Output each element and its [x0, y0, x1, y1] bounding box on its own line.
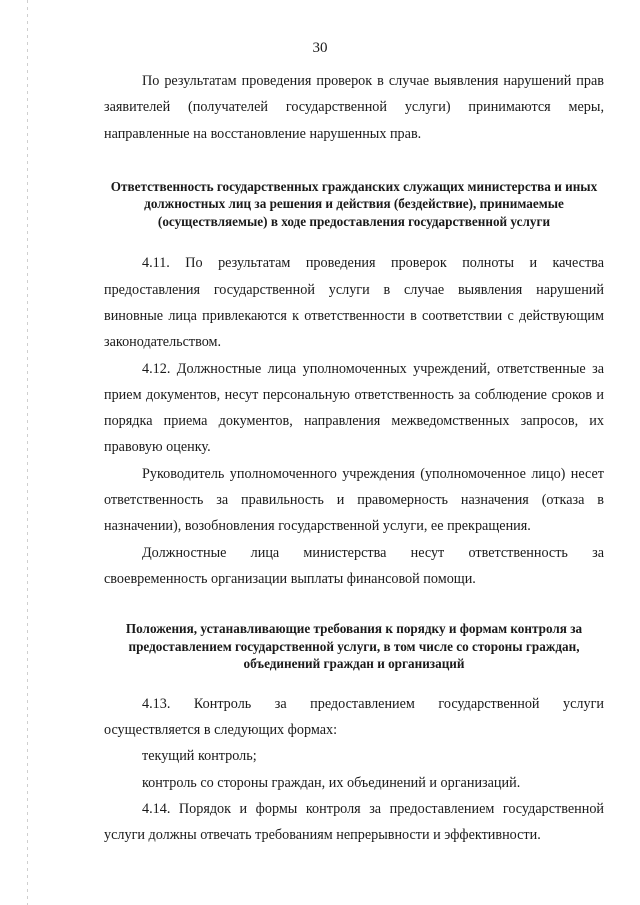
section-heading-responsibility: Ответственность государственных гражданских служащих министерства и иных должностных лиц за решения и действия (бездействие), принимаемые (осуществляемые) в ходе предоставления государственной услуги	[110, 178, 598, 229]
paragraph-ministry-responsibility: Должностные лица министерства несут ответственность за своевременность организации выплаты финансовой помощи.	[104, 544, 604, 587]
paragraph-intro: По результатам проведения проверок в случае выявления нарушений прав заявителей (получателей государственной услуги) принимаются меры, направленные на восстановление нарушенных прав.	[104, 73, 604, 142]
section-heading-control: Положения, устанавливающие требования к порядку и формам контроля за предоставлением государственной услуги, в том числе со стороны граждан, объединений граждан и организаций	[125, 621, 583, 672]
list-item-public-control: контроль со стороны граждан, их объединений и организаций.	[142, 774, 521, 791]
paragraph-4-11: 4.11. По результатам проведения проверок полноты и качества предоставления государственной услуги в случае выявления нарушений виновные лица привлекаются к ответственности в соответствии с действующим законодательством.	[104, 255, 604, 351]
document-body	[104, 68, 604, 849]
paragraph-4-13: 4.13. Контроль за предоставлением государственной услуги осуществляется в следующих формах:	[104, 695, 604, 739]
paragraph-4-14: 4.14. Порядок и формы контроля за предоставлением государственной услуги должны отвечать требованиям непрерывности и эффективности.	[104, 800, 604, 844]
page-number: 30	[312, 40, 328, 56]
scan-edge-line	[27, 0, 28, 905]
list-item-current-control: текущий контроль;	[142, 748, 257, 765]
paragraph-head-responsibility: Руководитель уполномоченного учреждения (уполномоченное лицо) несет ответственность за правильность и правомерность назначения (отказа в назначении), возобновления государственной услуги, ее прекращения.	[104, 465, 604, 535]
paragraph-4-12: 4.12. Должностные лица уполномоченных учреждений, ответственные за прием документов, несут персональную ответственность за соблюдение сроков и порядка приема документов, направления межведомственных запросов, их правовую оценку.	[104, 360, 604, 456]
